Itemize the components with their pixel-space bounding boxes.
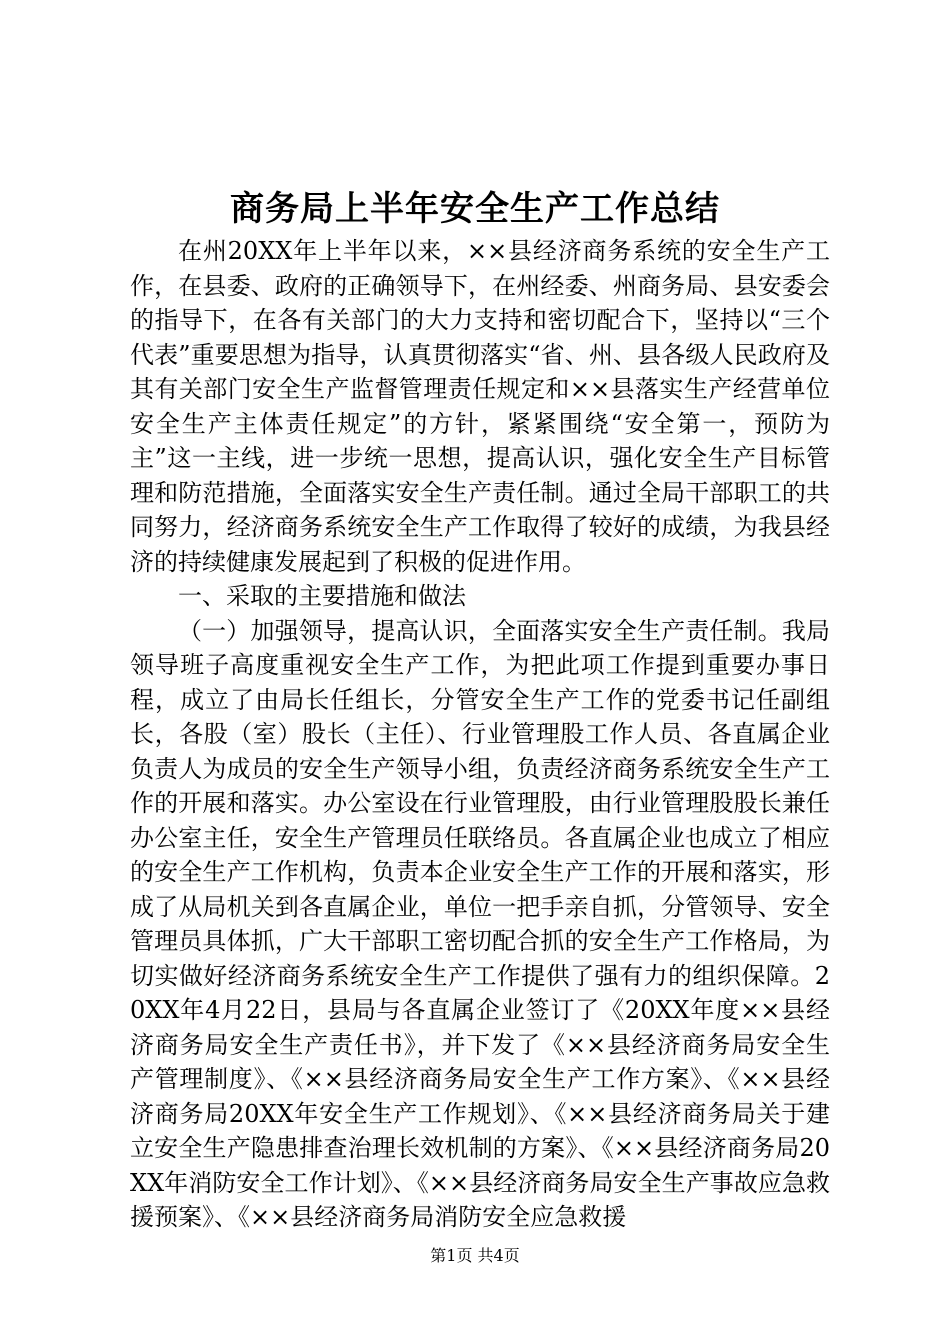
document-body <box>130 234 830 1235</box>
paragraph-subsection-1: （一）加强领导，提高认识，全面落实安全生产责任制。我局领导班子高度重视安全生产工作，为把此项工作提到重要办事日程，成立了由局长任组长，分管安全生产工作的党委书记任副组长，各股（室）股长（主任）、行业管理股工作人员、各直属企业负责人为成员的安全生产领导小组，负责经济商务系统安全生产工作的开展和落实。办公室设在行业管理股，由行业管理股股长兼任办公室主任，安全生产管理员任联络员。各直属企业也成立了相应的安全生产工作机构，负责本企业安全生产工作的开展和落实，形成了从局机关到各直属企业，单位一把手亲自抓，分管领导、安全管理员具体抓，广大干部职工密切配合抓的安全生产工作格局，为切实做好经济商务系统安全生产工作提供了强有力的组织保障。20XX年4月22日，县局与各直属企业签订了《20XX年度××县经济商务局安全生产责任书》，并下发了《××县经济商务局安全生产管理制度》、《××县经济商务局安全生产工作方案》、《××县经济商务局20XX年安全生产工作规划》、《××县经济商务局关于建立安全生产隐患排查治理长效机制的方案》、《××县经济商务局20XX年消防安全工作计划》、《××县经济商务局安全生产事故应急救援预案》、《××县经济商务局消防安全应急救援 <box>130 616 830 1231</box>
paragraph-intro: 在州20XX年上半年以来，××县经济商务系统的安全生产工作，在县委、政府的正确领导下，在州经委、州商务局、县安委会的指导下，在各有关部门的大力支持和密切配合下，坚持以“三个代表”重要思想为指导，认真贯彻落实“省、州、县各级人民政府及其有关部门安全生产监督管理责任规定和××县落实生产经营单位安全生产主体责任规定”的方针，紧紧围绕“安全第一，预防为主”这一主线，进一步统一思想，提高认识，强化安全生产目标管理和防范措施，全面落实安全生产责任制。通过全局干部职工的共同努力，经济商务系统安全生产工作取得了较好的成绩，为我县经济的持续健康发展起到了积极的促进作用。 <box>130 237 830 576</box>
section-heading: 一、采取的主要措施和做法 <box>178 582 466 610</box>
page-footer: 第1页 共4页 <box>430 1246 520 1265</box>
document-title: 商务局上半年安全生产工作总结 <box>230 189 720 229</box>
